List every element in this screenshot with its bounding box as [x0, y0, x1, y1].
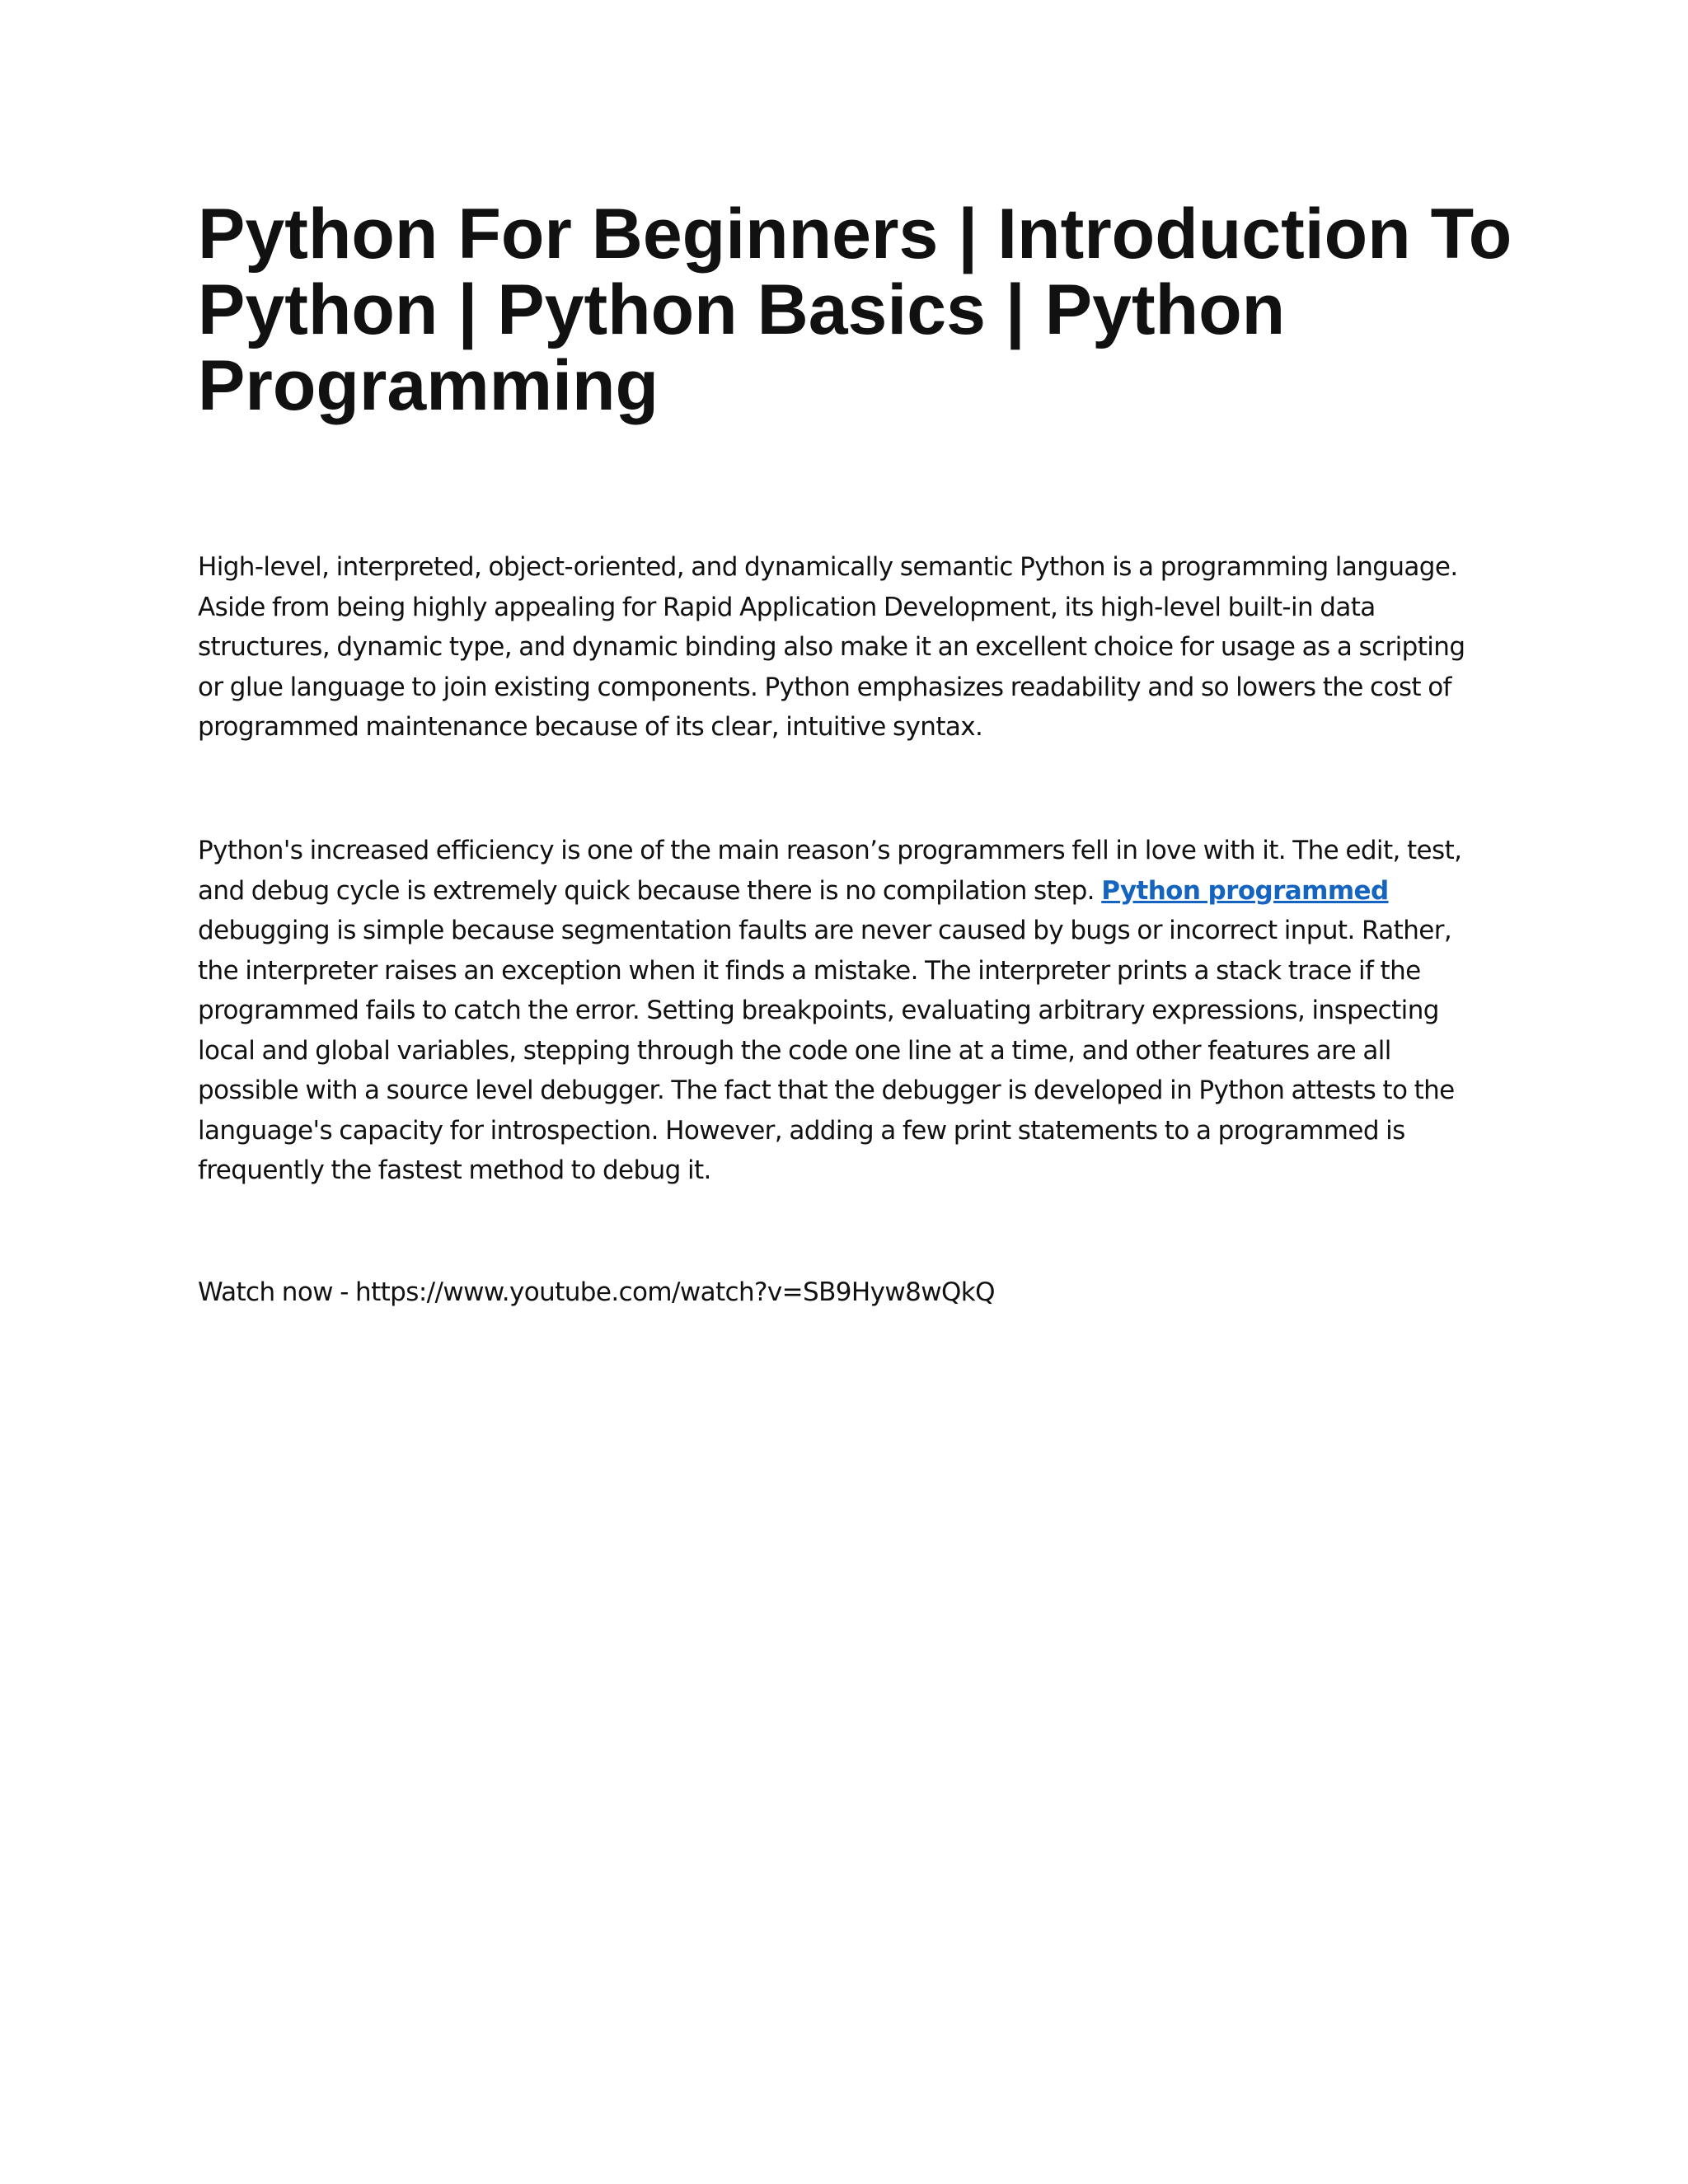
watch-now-line: Watch now - https://www.youtube.com/watch?v=SB9Hyw8wQkQ: [198, 1277, 995, 1307]
efficiency-paragraph-text-before: Python's increased efficiency is one of the main reason’s programmers fell in love with it. The edit, test, and debug cycle is extremely quick because there is no compilation step.: [198, 836, 1462, 906]
python-programmed-link[interactable]: Python programmed: [1101, 875, 1389, 906]
efficiency-paragraph-text-after: debugging is simple because segmentation faults are never caused by bugs or incorrect input. Rather, the interpreter raises an exception when it finds a mistake. The interpreter prints a stack trace if the programmed fails to catch the error. Setting breakpoints, evaluating arbitrary expressions, inspecting local and global variables, stepping through the code one line at a time, and other features are all possible with a source level debugger. The fact that the debugger is developed in Python attests to the language's capacity for introspection. However, adding a few print statements to a programmed is frequently the fastest method to debug it.: [198, 916, 1455, 1185]
intro-paragraph: High-level, interpreted, object-oriented, and dynamically semantic Python is a programming language. Aside from being highly appealing for Rapid Application Development, its high-level built-in data structures, dynamic type, and dynamic binding also make it an excellent choice for usage as a scripting or glue language to join existing components. Python emphasizes readability and so lowers the cost of programmed maintenance because of its clear, intuitive syntax.: [198, 552, 1465, 742]
efficiency-paragraph: [198, 831, 1492, 1191]
page-title: Python For Beginners | Introduction To Python | Python Basics | Python Programming: [198, 194, 1512, 425]
